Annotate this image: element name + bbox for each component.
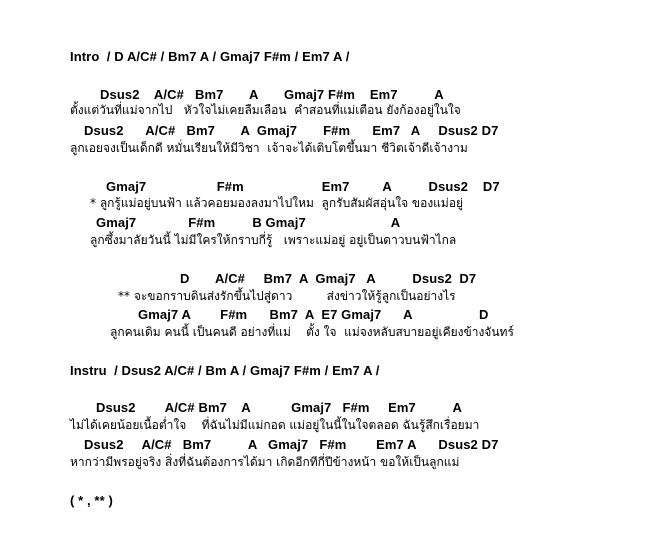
verse1-lyric-line-1: ตั้งแต่วันที่แม่จากไป หัวใจไม่เคยลืมเลือน คำสอนที่แม่เตือน ยังก้องอยู่ในใจ [70,103,461,117]
bridge-chord-line-1: D A/C# Bm7 A Gmaj7 A Dsus2 D7 [180,271,477,286]
verse2-chord-line-1: Dsus2 A/C# Bm7 A Gmaj7 F#m Em7 A [96,400,462,415]
repeat-marker: ( * , ** ) [70,493,113,508]
intro-line: Intro / D A/C# / Bm7 A / Gmaj7 F#m / Em7 A / [70,49,350,64]
bridge-lyric-line-1: ** จะขอกราบดินส่งรักขึ้นไปสู่ดาว ส่งข่าวให้รู้ลูกเป็นอย่างไร [118,289,456,303]
verse1-lyric-line-2: ลูกเอยจงเป็นเด็กดี หมั่นเรียนให้มีวิชา เจ้าจะได้เติบโตขึ้นมา ชีวิตเจ้าดีเจ้างาม [70,141,468,155]
chorus-lyric-line-1: * ลูกรู้แม่อยู่บนฟ้า แล้วคอยมองลงมาไปใหม ลูกรับสัมผัสอุ่นใจ ของแม่อยู่ [90,196,464,210]
verse2-lyric-line-2: หากว่ามีพรอยู่จริง สิ่งที่ฉันต้องการได้มา เกิดอีกทีกี่ปีข้างหน้า ขอให้เป็นลูกแม่ [70,455,460,469]
verse1-chord-line-2: Dsus2 A/C# Bm7 A Gmaj7 F#m Em7 A Dsus2 D7 [84,123,499,138]
bridge-lyric-line-2: ลูกคนเดิม คนนี้ เป็นคนดี อย่างที่แม่ ตั้ง ใจ แม่จงหลับสบายอยู่เคียงข้างจันทร์ [110,325,514,339]
chorus-chord-line-1: Gmaj7 F#m Em7 A Dsus2 D7 [106,179,500,194]
verse2-chord-line-2: Dsus2 A/C# Bm7 A Gmaj7 F#m Em7 A Dsus2 D7 [84,437,499,452]
verse2-lyric-line-1: ไม่ได้เคยน้อยเนื้อต่ำใจ ที่ฉันไม่มีแม่กอด แม่อยู่ในนี้ในใจตลอด ฉันรู้สึกเรื่อยมา [70,418,480,432]
instru-line: Instru / Dsus2 A/C# / Bm A / Gmaj7 F#m / Em7 A / [70,363,380,378]
chorus-chord-line-2: Gmaj7 F#m B Gmaj7 A [96,215,401,230]
chorus-lyric-line-2: ลูกซึ้งมาลัยวันนี้ ไม่มีใครให้กราบกี่รู้ เพราะแม่อยู่ อยู่เป็นดาวบนฟ้าไกล [90,233,457,247]
verse1-chord-line-1: Dsus2 A/C# Bm7 A Gmaj7 F#m Em7 A [100,87,444,102]
bridge-chord-line-2: Gmaj7 A F#m Bm7 A E7 Gmaj7 A D [138,307,489,322]
